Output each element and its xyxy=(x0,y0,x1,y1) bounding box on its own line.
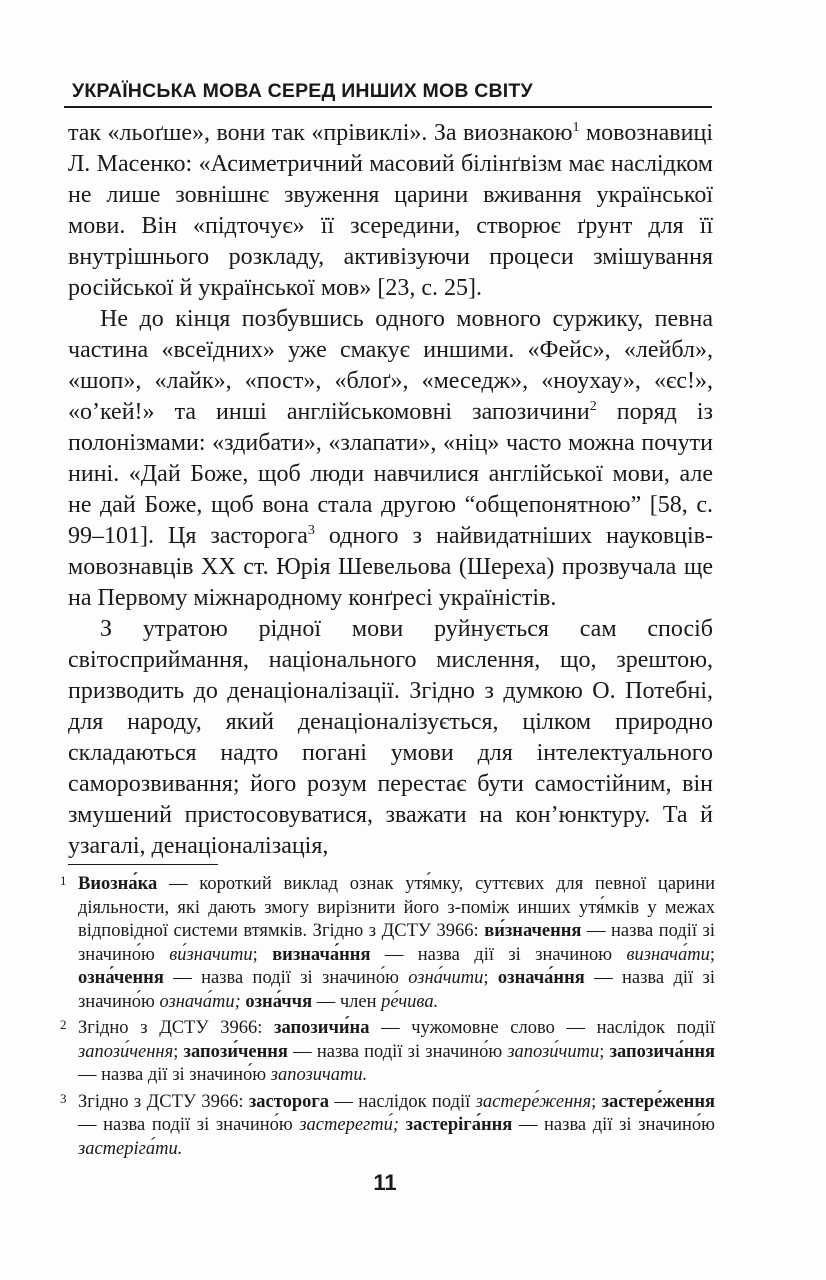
footnote-ref-2[interactable]: 2 xyxy=(589,399,597,414)
paragraph-1: так «льоґше», вони так «прівиклі». За виознакою$^1$ мовознавиці Л. Масенко: «Асиметричний масовий білінґвізм має наслідком не лише зовнішнє звуження царини вживання української мови. Він «підточує» її зсередини, створює ґрунт для її внутрішнього розкладу, активізуючи процеси змішування російської й української мов» [23, с. 25]. xyxy=(68,120,713,301)
footnote-ref-1[interactable]: 1 xyxy=(572,120,580,135)
paragraph-3: З утратою рідної мови руйнується сам спосіб світосприймання, національного мислення, що, зрештою, призводить до денаціоналізації. Згідно з думкою О. Потебні, для народу, який денаціоналізується, цілком природно складаються надто погані умови для інтелектуального саморозвивання; його розум перестає бути самостійним, він змушений пристосовуватися, зважати на кон’юнктуру. Та й узагалі, денаціоналізація, xyxy=(68,616,713,859)
footnote-3: 3 Згідно з ДСТУ 3966: засторога — наслідок події застере́ження; застере́ження — назва події зі значино́ю застерегти́; застеріга́ння — назва дії зі значино́ю застеріга́ти. xyxy=(60,1091,715,1162)
main-text xyxy=(68,118,713,862)
header-rule xyxy=(64,106,712,108)
running-header: УКРАЇНСЬКА МОВА СЕРЕД ИНШИХ МОВ СВІТУ xyxy=(72,80,533,102)
footnote-rule xyxy=(68,864,218,865)
footnote-mark: 2 xyxy=(60,1017,67,1032)
footnote-ref-3[interactable]: 3 xyxy=(307,523,315,538)
footnote-1: 1 Виозна́ка — короткий виклад ознак утя́мку, суттєвих для певної царини діяльности, які дають змогу вирізнити його з-поміж инших утя́мків у межах відповідної системи втямків. Згідно з ДСТУ 3966: ви́значення — назва події зі значино́ю ви́значити; визнача́ння — назва дії зі значиною визнача́ти; озна́чення — назва події зі значино́ю озна́чити; означа́ння — назва дії зі значино́ю означа́ти; озна́ччя — член ре́чива. xyxy=(60,873,715,1014)
paragraph-2: Не до кінця позбувшись одного мовного суржику, певна частина «всеїдних» уже смакує иншими. «Фейс», «лейбл», «шоп», «лайк», «пост», «блоґ», «меседж», «ноухау», «єс!», «о’кей!» та инші англійськомовні запозичини$^2$ поряд із полонізмами: «здибати», «злапати», «ніц» часто можна почути нині. «Дай Боже, щоб люди навчилися англійської мови, але не дай Боже, щоб вона стала другою “общепонятною” [58, с. 99–101]. Ця засторога$^3$ одного з найвидатніших науковців-мовознавців ХХ ст. Юрія Шевельова (Шереха) прозвучала ще на Первому міжнародному конґресі україністів. xyxy=(68,306,714,611)
footnotes xyxy=(60,873,715,1164)
footnote-mark: 3 xyxy=(60,1090,67,1106)
footnote-mark: 1 xyxy=(60,873,67,888)
page-number: 11 xyxy=(373,1170,397,1195)
footnote-2: 2 Згідно з ДСТУ 3966: запозичи́на — чужомовне слово — наслідок події запози́чення; запози́чення — назва події зі значино́ю запози́чити; запозича́ння — назва дії зі значино́ю запозичати. xyxy=(60,1017,715,1088)
